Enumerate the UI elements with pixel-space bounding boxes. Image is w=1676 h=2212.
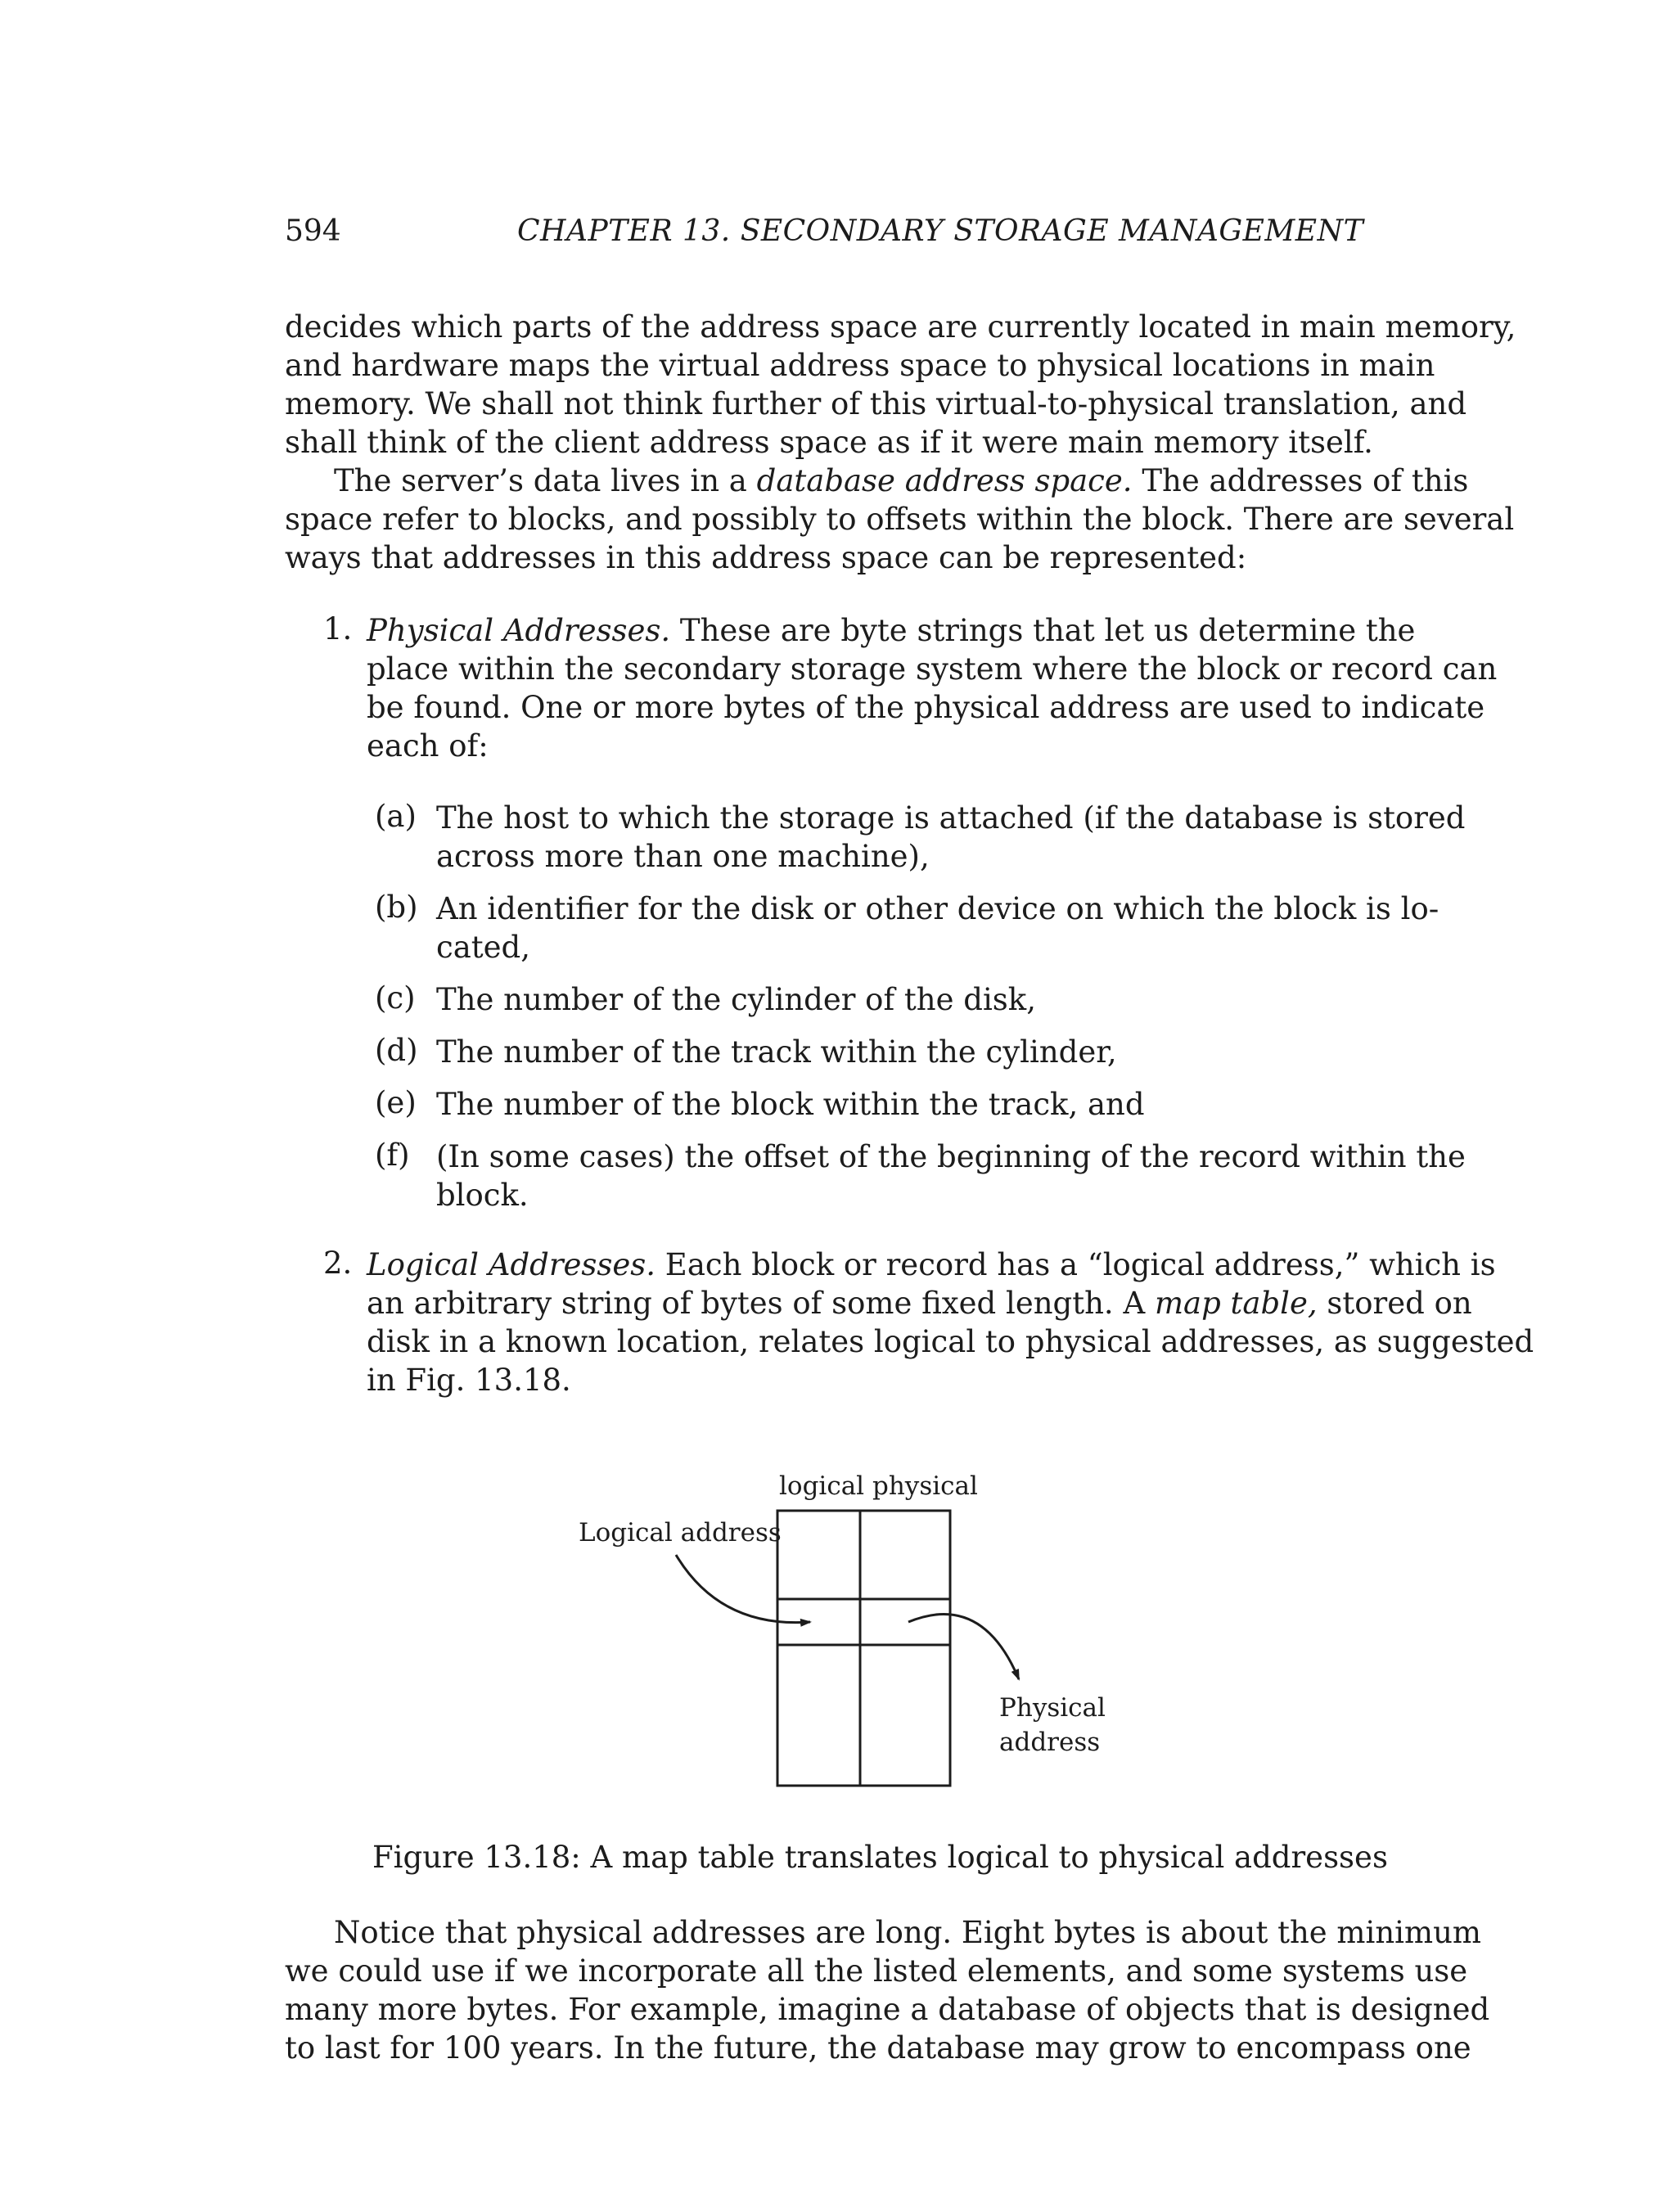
text-line: The number of the block within the track, and [436,1087,1145,1122]
column-header-physical: physical [872,1471,978,1501]
text-line: in Fig. 13.18. [367,1363,571,1398]
subitem-label: (a) [375,799,417,834]
term-logical-addresses: Logical Addresses. [367,1247,656,1282]
text-line: Notice that physical addresses are long. Eight bytes is about the minimum [334,1915,1482,1950]
subitem-label: (b) [375,890,418,925]
running-title: CHAPTER 13. SECONDARY STORAGE MANAGEMENT [517,214,1364,248]
subitem-label: (f) [375,1138,410,1173]
figure-caption: Figure 13.18: A map table translates logical to physical addresses [372,1840,1388,1875]
text-line: place within the secondary storage system where the block or record can [367,651,1498,687]
text-line: The host to which the storage is attached (if the database is stored [436,800,1466,836]
text-line: (In some cases) the offset of the beginning of the record within the [436,1139,1466,1174]
list-marker: 2. [323,1246,353,1281]
text-line: ways that addresses in this address space can be represented: [285,540,1247,575]
column-header-logical: logical [779,1471,865,1501]
physical-address-label: Physical [999,1693,1106,1723]
term-physical-addresses: Physical Addresses. [367,613,671,648]
text-line: be found. One or more bytes of the physical address are used to indicate [367,690,1485,725]
text-line: space refer to blocks, and possibly to offsets within the block. There are several [285,502,1515,537]
text-line: The number of the track within the cylinder, [436,1034,1117,1070]
term-map-table: map table, [1154,1286,1318,1321]
text-line: to last for 100 years. In the future, the database may grow to encompass one [285,2030,1471,2066]
text-fragment: These are byte strings that let us determine the [670,613,1416,648]
text-line: memory. We shall not think further of this virtual-to-physical translation, and [285,386,1467,421]
text-line: An identifier for the disk or other device on which the block is lo- [436,891,1439,926]
physical-address-arrow [908,1614,1019,1679]
text-line: block. [436,1178,529,1213]
term-database-address-space: database address space. [756,463,1133,498]
text-fragment: stored on [1317,1286,1472,1321]
text-fragment: Each block or record has a “logical address,” which is [656,1247,1496,1282]
subitem-label: (d) [375,1033,418,1068]
list-marker: 1. [323,611,353,646]
text-line: disk in a known location, relates logical to physical addresses, as suggested [367,1324,1534,1359]
subitem-label: (e) [375,1085,417,1120]
text-line: shall think of the client address space as if it were main memory itself. [285,425,1373,460]
text-line: we could use if we incorporate all the listed elements, and some systems use [285,1953,1468,1989]
page-number: 594 [285,214,341,248]
text-line: and hardware maps the virtual address space to physical locations in main [285,348,1435,383]
text-line: cated, [436,930,530,965]
map-table-grid [777,1511,950,1786]
closing-paragraph [285,1913,1490,2067]
text-fragment: The server’s data lives in a [334,463,757,498]
text-line: across more than one machine), [436,839,930,874]
text-line: each of: [367,728,489,764]
text-line: many more bytes. For example, imagine a database of objects that is designed [285,1992,1490,2027]
logical-address-arrow [676,1555,810,1623]
text-line: The number of the cylinder of the disk, [436,982,1036,1017]
logical-address-label: Logical address [579,1518,782,1547]
text-fragment: an arbitrary string of bytes of some fixed length. A [367,1286,1155,1321]
text-fragment: The addresses of this [1132,463,1469,498]
physical-address-label: address [999,1728,1101,1757]
text-line: decides which parts of the address space are currently located in main memory, [285,309,1516,345]
subitem-label: (c) [375,980,416,1016]
